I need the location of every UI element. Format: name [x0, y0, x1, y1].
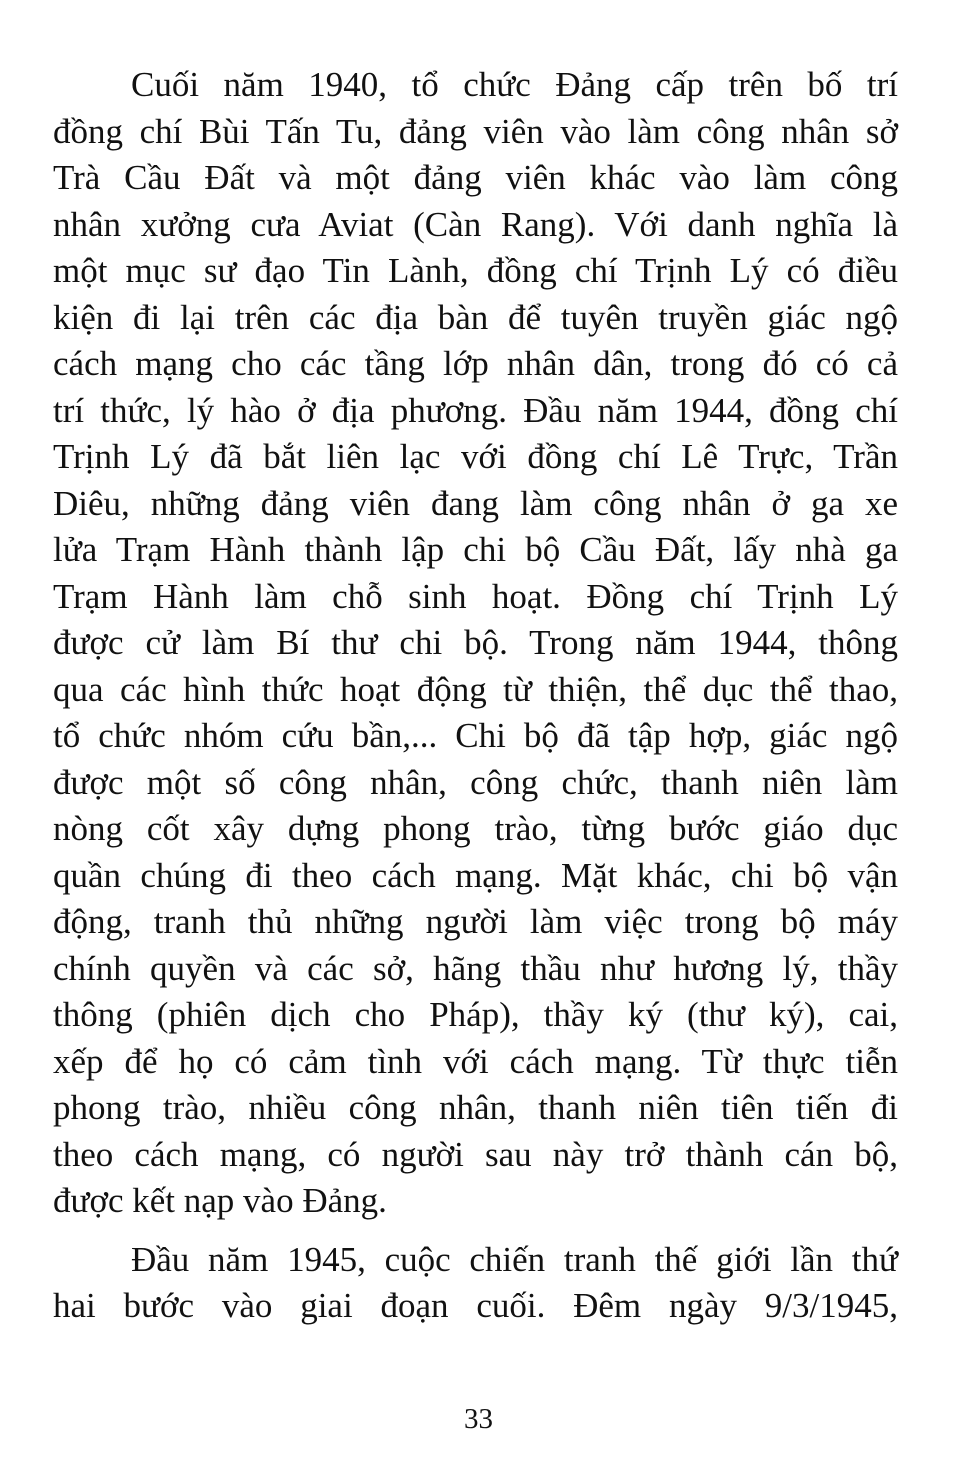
text-line: nòng cốt xây dựng phong trào, từng bước giáo dục	[53, 809, 898, 848]
text-line: phong trào, nhiều công nhân, thanh niên tiên tiến đi	[53, 1088, 898, 1127]
text-line: nhân xưởng cưa Aviat (Càn Rang). Với danh nghĩa là	[53, 204, 898, 244]
text-line: lửa Trạm Hành thành lập chi bộ Cầu Đất, lấy nhà ga	[53, 530, 898, 569]
text-line: động, tranh thủ những người làm việc trong bộ máy	[53, 902, 898, 941]
text-line: Trà Cầu Đất và một đảng viên khác vào làm công	[53, 158, 898, 197]
text-line: Trạm Hành làm chỗ sinh hoạt. Đồng chí Trịnh Lý	[53, 576, 898, 616]
body-text	[53, 62, 898, 1330]
text-line: được kết nạp vào Đảng.	[53, 1181, 387, 1220]
text-line: một mục sư đạo Tin Lành, đồng chí Trịnh Lý có điều	[53, 251, 898, 290]
text-line: trí thức, lý hào ở địa phương. Đầu năm 1944, đồng chí	[53, 390, 898, 430]
text-line: cách mạng cho các tầng lớp nhân dân, trong đó có cả	[53, 344, 898, 383]
text-line: theo cách mạng, có người sau này trở thành cán bộ,	[53, 1134, 898, 1174]
text-line: thông (phiên dịch cho Pháp), thầy ký (thư ký), cai,	[53, 995, 898, 1034]
text-line: đồng chí Bùi Tấn Tu, đảng viên vào làm công nhân sở	[53, 111, 898, 151]
text-line: tổ chức nhóm cứu bần,... Chi bộ đã tập hợp, giác ngộ	[53, 716, 898, 755]
paragraph-2	[53, 1237, 898, 1330]
text-line: Cuối năm 1940, tổ chức Đảng cấp trên bố trí	[131, 65, 898, 104]
text-line: Đầu năm 1945, cuộc chiến tranh thế giới lần thứ	[131, 1239, 898, 1279]
text-line: chính quyền và các sở, hãng thầu như hương lý, thầy	[53, 948, 898, 988]
text-line: xếp để họ có cảm tình với cách mạng. Từ thực tiễn	[53, 1041, 898, 1081]
text-line: Trịnh Lý đã bắt liên lạc với đồng chí Lê Trực, Trần	[53, 437, 898, 476]
page-number: 33	[464, 1403, 493, 1435]
paragraph-1	[53, 62, 898, 1225]
text-line: qua các hình thức hoạt động từ thiện, thể dục thể thao,	[53, 669, 898, 709]
text-line: được cử làm Bí thư chi bộ. Trong năm 1944, thông	[53, 623, 898, 662]
text-line: được một số công nhân, công chức, thanh niên làm	[53, 762, 898, 802]
text-line: hai bước vào giai đoạn cuối. Đêm ngày 9/3/1945,	[53, 1286, 898, 1325]
text-line: quần chúng đi theo cách mạng. Mặt khác, chi bộ vận	[53, 855, 898, 895]
text-line: Diêu, những đảng viên đang làm công nhân ở ga xe	[53, 483, 898, 523]
text-line: kiện đi lại trên các địa bàn để tuyên truyền giác ngộ	[53, 297, 898, 337]
paragraph-spacer	[53, 1225, 898, 1237]
